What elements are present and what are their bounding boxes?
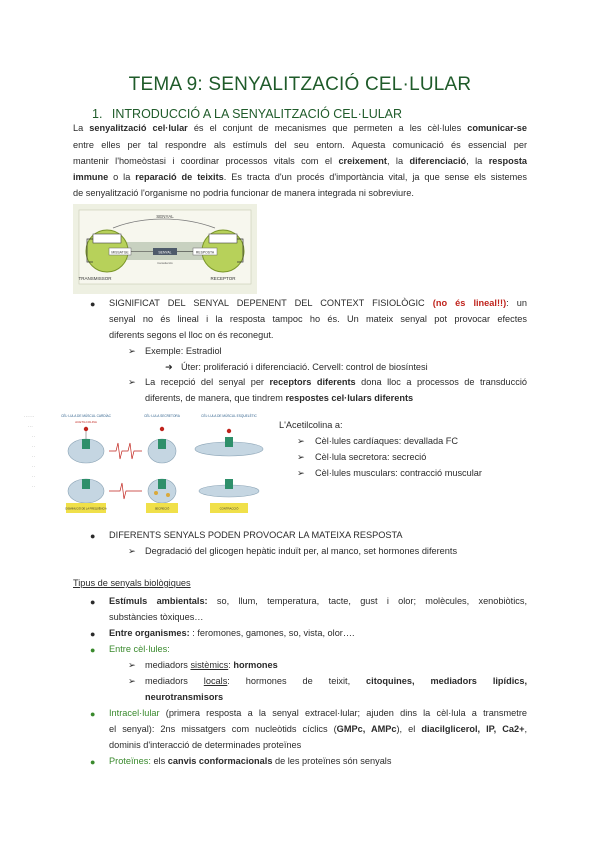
arrow-icon: ➢ [128,676,136,686]
bullet1-sub1a: Úter: proliferació i diferenciació. Cervell: control de biosíntesi [181,362,428,372]
types-cells: Entre cèl·lules: [109,644,170,654]
types-cells-local: mediadors locals: hormones de teixit, citoquines, mediadors lipídics, [145,676,528,686]
bullet-dot: ● [90,299,96,309]
types-ambient-line-2: substàncies tòxiques… [109,612,204,622]
svg-text:- - - - - -: - - - - - - [24,414,35,418]
types-ambient: Estímuls ambientals: so, llum, temperatura, tacte, gust i olor; molècules, xenobiòtics, [109,596,527,606]
page-title: TEMA 9: SENYALITZACIÓ CEL·LULAR [128,74,472,95]
bullet-dot: ● [90,629,96,639]
types-organisms: Entre organismes: : feromones, gamones, so, vista, olor…. [109,628,355,638]
fig2-caption-3: CÈL·LULA DE MÚSCUL ESQUELÈTIC [201,414,257,418]
fig2-caption-1: CÈL·LULA DE MÚSCUL CARDÍAC [61,414,111,418]
fig1-right-label: RECEPTOR [210,276,236,281]
fig1-mid-box: SENYAL [158,250,172,255]
section-heading [92,107,402,121]
bullet1-line-3: diferents segons el lloc on és reconegut. [109,330,274,340]
bullet1-sub2: La recepció del senyal per receptors diferents dona lloc a processos de transducció [145,377,527,387]
arrow-icon: ➢ [128,377,136,387]
acetil-item-1: Cèl·lules cardíaques: devallada FC [315,436,458,446]
arrow-icon: ➢ [128,660,136,670]
types-intracellular: Intracel·lular (primera resposta a la senyal extracel·lular; ajuden dins la cèl·lula a transmetre [109,708,527,718]
types-proteins: Proteïnes: els canvis conformacionals de les proteïnes són senyals [109,756,392,766]
svg-text:- -: - - [32,484,35,488]
fig1-right-box: RESPOSTA [195,250,215,255]
svg-text:- -: - - [32,454,35,458]
svg-text:- -: - - [32,464,35,468]
fig1-top-label: SENYAL [156,214,174,219]
acetil-item-2: Cèl·lula secretora: secreció [315,452,427,462]
bullet-dot: ● [90,531,96,541]
acetil-title: L'Acetilcolina a: [279,420,343,430]
intro-line-4: immune o la reparació de teixits. Es tracta d'un procés d'importància vital, ja que sense els sistemes [73,172,528,182]
fig2-bottom-1: DISMINUCIÓ DE LA FREQÜÈNCIA [65,507,107,511]
bullet2-sub: Degradació del glicogen hepàtic induït per, al manco, set hormones diferents [145,546,458,556]
bullet-dot: ● [90,709,96,719]
types-heading: Tipus de senyals biològiques [73,578,191,588]
arrow-icon: ➢ [297,436,305,446]
intro-line-3: mantenir l'homeòstasi i coordinar processos vitals com el creixement, la diferenciació, la resposta [73,156,527,166]
bullet1-sub2-line2: diferents, de manera, que tindrem respostes cel·lulars diferents [145,393,414,403]
types-intracellular-line-3: dominis d'interacció de determinades proteïnes [109,740,302,750]
acetil-item-3: Cèl·lules musculars: contracció muscular [315,468,482,478]
bullet-dot: ● [90,597,96,607]
fig2-bottom-3: CONTRACCIÓ [219,506,239,511]
fig1-left-label: TRANSMISSOR [78,276,112,281]
bullet-dot: ● [90,645,96,655]
section-title: INTRODUCCIÓ A LA SENYALITZACIÓ CEL·LULAR [111,107,403,121]
fig1-left-box: MISSATGE [111,250,129,255]
svg-text:- - -: - - - [28,424,33,428]
bullet1-line-1: SIGNIFICAT DEL SENYAL DEPENENT DEL CONTEXT FISIOLÒGIC (no és lineal!!): un [109,298,527,308]
signaling-diagram [73,204,257,294]
arrow-icon: ➢ [128,546,136,556]
section-number: 1. [92,107,103,121]
svg-text:- -: - - [32,444,35,448]
types-cells-systemic: mediadors sistèmics: hormones [145,660,278,670]
fig2-caption-2: CÈL·LULA SECRETORA [144,414,180,418]
fig2-bottom-2: SECRECIÓ [154,506,170,511]
types-intracellular-line-2: el senyal): 2ns missatgers com nucleòtids cíclics (GMPc, AMPc), el diacilglicerol, IP, Ca2+, [109,724,527,734]
fig1-tiny: transducció [157,261,173,265]
bullet-dot: ● [90,757,96,767]
types-cells-local-line-2: neurotransmisors [145,692,224,702]
arrow-icon: ➢ [297,452,305,462]
bullet1-sub1: Exemple: Estradiol [145,346,222,356]
right-arrow-icon: ➜ [165,362,173,372]
intro-line-1: La senyalització cel·lular és el conjunt de mecanismes que permeten a les cèl·lules comunicar-se [73,123,528,133]
bullet2-label: DIFERENTS SENYALS PODEN PROVOCAR LA MATEIXA RESPOSTA [109,530,403,540]
arrow-icon: ➢ [128,346,136,356]
intro-line-2: entre elles per tal respondre als estímuls del seu entorn. Aquesta comunicació és essencial per [73,140,527,150]
intro-line-5: de senyalització l'organisme no podria funcionar de manera integrada ni sobreviure. [73,188,414,198]
acetylcholine-figure [24,411,276,515]
svg-text:- -: - - [32,474,35,478]
fig2-label-a: ACETILCOLINA [75,420,97,424]
svg-text:- -: - - [32,434,35,438]
arrow-icon: ➢ [297,468,305,478]
bullet1-line-2: senyal no és lineal i la resposta tampoc ho és. Un mateix senyal pot provocar efectes [109,314,527,324]
